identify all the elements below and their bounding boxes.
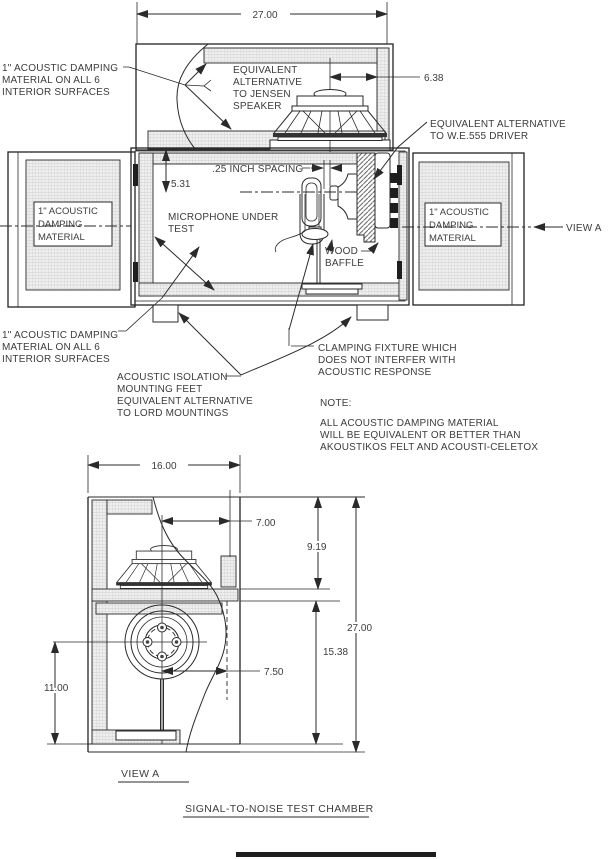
label-mic-line-1: MICROPHONE UNDER [168, 212, 279, 223]
label-jensen-line-4: SPEAKER [233, 101, 282, 112]
label-panel-right-line-2: DAMPING [429, 220, 474, 231]
dim-6-38: 6.38 [424, 73, 444, 84]
dim-27-right: 27.00 [347, 623, 373, 634]
label-damping-top-line-2: MATERIAL ON ALL 6 [2, 75, 101, 86]
label-clamping-line-2: DOES NOT INTERFER WITH [318, 355, 456, 366]
label-we555-line-1: EQUIVALENT ALTERNATIVE [430, 119, 566, 130]
label-isolation-line-2: MOUNTING FEET [117, 384, 203, 395]
label-damping-bottom-line-3: INTERIOR SURFACES [2, 354, 110, 365]
dim-spacing: .25 INCH SPACING [212, 164, 304, 175]
label-mic-line-2: TEST [168, 224, 195, 235]
label-panel-right-line-3: MATERIAL [429, 233, 476, 244]
stand-base-view-a [116, 731, 176, 740]
label-jensen-line-3: TO JENSEN [233, 89, 291, 100]
label-isolation-line-4: TO LORD MOUNTINGS [117, 408, 229, 419]
label-isolation-line-1: ACOUSTIC ISOLATION [117, 372, 228, 383]
hinge-right-lower [397, 261, 402, 279]
note-line-1: ALL ACOUSTIC DAMPING MATERIAL [320, 418, 499, 429]
label-damping-top-line-3: INTERIOR SURFACES [2, 87, 110, 98]
left-damping-panel [8, 152, 135, 307]
label-baffle-line-2: BAFFLE [325, 258, 364, 269]
label-panel-left-line-2: DAMPING [38, 219, 83, 230]
dim-5-31: 5.31 [171, 179, 191, 190]
wood-baffle-shape [357, 153, 375, 242]
dim-9-19: 9.19 [307, 542, 327, 553]
dim-7: 7.00 [256, 518, 276, 529]
dim-27-top: 27.00 [252, 10, 278, 21]
label-damping-bottom-line-2: MATERIAL ON ALL 6 [2, 342, 101, 353]
label-isolation-line-3: EQUIVALENT ALTERNATIVE [117, 396, 253, 407]
label-jensen-line-2: ALTERNATIVE [233, 77, 303, 88]
mounting-foot-left [153, 305, 178, 322]
dim-7-50: 7.50 [264, 667, 284, 678]
label-damping-bottom-line-1: 1" ACOUSTIC DAMPING [2, 330, 119, 341]
label-panel-right-line-1: 1" ACOUSTIC [429, 207, 489, 218]
label-damping-top-line-1: 1" ACOUSTIC DAMPING [2, 63, 119, 74]
label-view-a-callout: VIEW A [566, 223, 602, 234]
mounting-foot-right [357, 305, 388, 320]
sheet-border-bar [236, 852, 436, 857]
label-baffle-line-1: WOOD [325, 246, 359, 257]
driver-throat [330, 186, 338, 200]
label-panel-left-line-3: MATERIAL [38, 232, 85, 243]
label-jensen-line-1: EQUIVALENT [233, 65, 298, 76]
label-panel-left-line-1: 1" ACOUSTIC [38, 206, 98, 217]
dim-11: 11.00 [44, 683, 69, 694]
right-damping-panel [413, 153, 524, 305]
driver-plate [375, 153, 390, 228]
dim-15-38: 15.38 [323, 647, 349, 658]
note-heading: NOTE: [320, 398, 352, 409]
drawing-title: SIGNAL-TO-NOISE TEST CHAMBER [185, 803, 374, 815]
view-a-caption: VIEW A [121, 768, 160, 780]
label-clamping-line-1: CLAMPING FIXTURE WHICH [318, 343, 457, 354]
note-line-3: AKOUSTIKOS FELT AND ACOUSTI-CELETOX [320, 442, 539, 453]
note-line-2: WILL BE EQUIVALENT OR BETTER THAN [320, 430, 521, 441]
label-clamping-line-3: ACOUSTIC RESPONSE [318, 367, 432, 378]
label-we555-line-2: TO W.E.555 DRIVER [430, 131, 529, 142]
dim-16: 16.00 [151, 461, 177, 472]
